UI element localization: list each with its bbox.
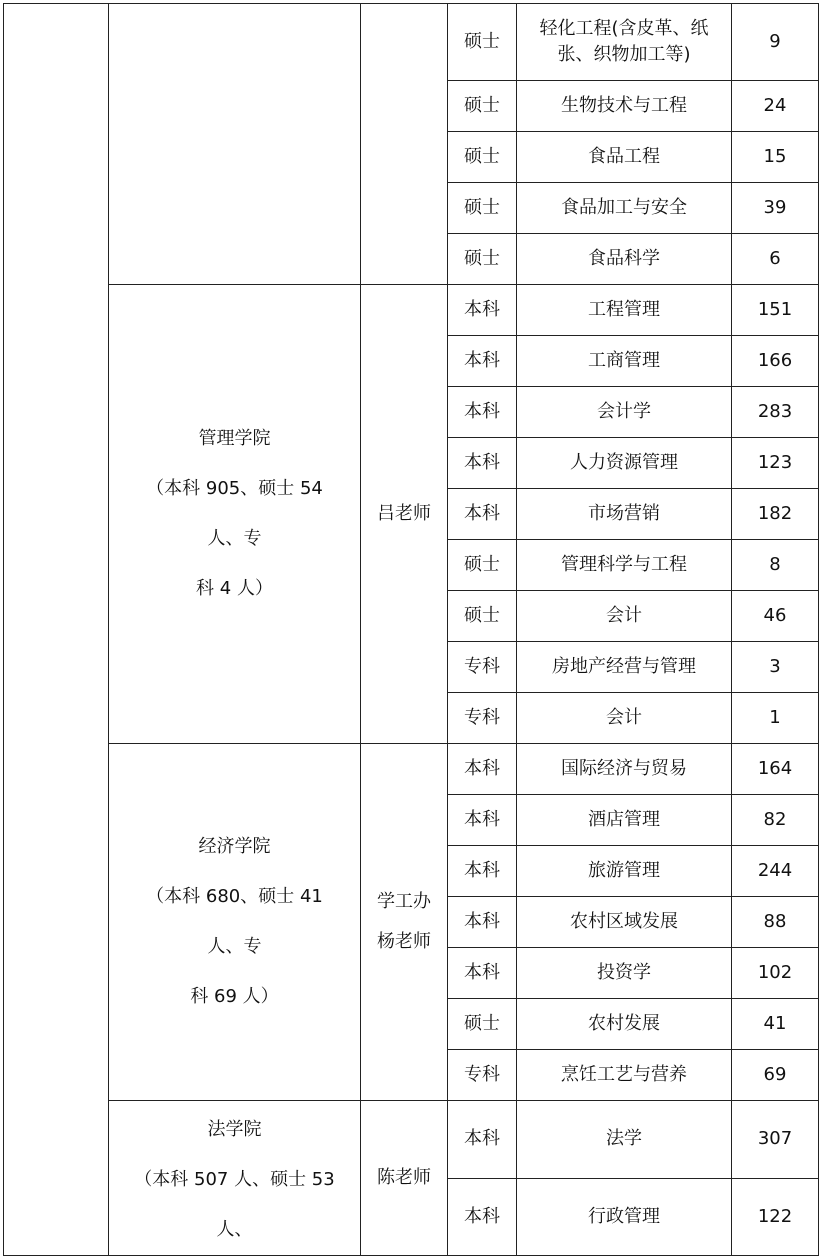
major-cell xyxy=(517,948,732,999)
degree-level-cell: 本科 xyxy=(448,897,517,948)
major-text-line: 旅游管理 xyxy=(588,860,660,881)
major-cell xyxy=(517,4,732,81)
degree-level-cell: 专科 xyxy=(448,642,517,693)
major-text-line: 农村发展 xyxy=(588,1013,660,1034)
student-count-cell: 164 xyxy=(732,744,819,795)
major-text-line: 行政管理 xyxy=(588,1205,660,1227)
degree-level-cell: 本科 xyxy=(448,948,517,999)
college-text-line: 管理学院 xyxy=(198,428,271,449)
major-text-line: 烹饪工艺与营养 xyxy=(561,1064,687,1085)
major-cell xyxy=(517,693,732,744)
major-text-line: 张、织物加工等) xyxy=(557,44,691,65)
degree-level-cell: 硕士 xyxy=(448,132,517,183)
student-count-cell: 166 xyxy=(732,336,819,387)
major-text-line: 生物技术与工程 xyxy=(561,95,687,116)
major-text-line: 轻化工程(含皮革、纸 xyxy=(539,18,709,39)
student-count-cell: 1 xyxy=(732,693,819,744)
degree-level-cell: 硕士 xyxy=(448,540,517,591)
teacher-text-line: 陈老师 xyxy=(377,1167,431,1188)
major-cell xyxy=(517,795,732,846)
student-count-cell: 102 xyxy=(732,948,819,999)
degree-level-cell: 专科 xyxy=(448,693,517,744)
major-text-line: 会计学 xyxy=(597,401,651,422)
table-row xyxy=(4,1101,819,1179)
enrollment-table xyxy=(3,3,819,1256)
student-count-cell: 39 xyxy=(732,183,819,234)
degree-level-cell: 硕士 xyxy=(448,234,517,285)
student-count-cell: 15 xyxy=(732,132,819,183)
major-cell xyxy=(517,846,732,897)
degree-level-cell: 硕士 xyxy=(448,183,517,234)
major-cell xyxy=(517,744,732,795)
degree-level-cell: 本科 xyxy=(448,846,517,897)
major-cell xyxy=(517,387,732,438)
major-cell xyxy=(517,132,732,183)
student-count-cell: 151 xyxy=(732,285,819,336)
degree-level-cell: 本科 xyxy=(448,1101,517,1179)
student-count-cell: 244 xyxy=(732,846,819,897)
major-cell xyxy=(517,999,732,1050)
degree-level-cell: 本科 xyxy=(448,744,517,795)
degree-level-cell: 硕士 xyxy=(448,81,517,132)
contact-teacher-cell xyxy=(361,744,448,1101)
college-cell xyxy=(109,1101,361,1256)
major-text-line: 会计 xyxy=(606,707,642,728)
college-text-line: 科 69 人） xyxy=(190,986,279,1007)
degree-level-cell: 本科 xyxy=(448,285,517,336)
major-cell xyxy=(517,642,732,693)
student-count-cell: 24 xyxy=(732,81,819,132)
contact-teacher-cell xyxy=(361,285,448,744)
student-count-cell: 6 xyxy=(732,234,819,285)
major-text-line: 会计 xyxy=(606,605,642,626)
major-cell xyxy=(517,1101,732,1179)
major-cell xyxy=(517,183,732,234)
degree-level-cell: 硕士 xyxy=(448,591,517,642)
category-column-cell xyxy=(4,4,109,1256)
college-text-line: 科 4 人） xyxy=(196,578,273,599)
major-cell xyxy=(517,591,732,642)
table-row xyxy=(4,744,819,795)
college-cell xyxy=(109,4,361,285)
teacher-text-line: 杨老师 xyxy=(377,931,431,952)
major-text-line: 食品科学 xyxy=(588,248,660,269)
college-cell xyxy=(109,744,361,1101)
degree-level-cell: 硕士 xyxy=(448,999,517,1050)
major-cell xyxy=(517,1050,732,1101)
degree-level-cell: 硕士 xyxy=(448,4,517,81)
major-text-line: 人力资源管理 xyxy=(570,452,678,473)
student-count-cell: 69 xyxy=(732,1050,819,1101)
table-row xyxy=(4,4,819,81)
student-count-cell: 41 xyxy=(732,999,819,1050)
teacher-text-line: 学工办 xyxy=(377,891,431,912)
major-text-line: 农村区域发展 xyxy=(570,911,678,932)
major-cell xyxy=(517,1178,732,1256)
contact-teacher-cell xyxy=(361,4,448,285)
table-body xyxy=(4,4,819,1256)
college-text-line: 经济学院 xyxy=(198,836,271,857)
degree-level-cell: 本科 xyxy=(448,336,517,387)
degree-level-cell: 本科 xyxy=(448,1178,517,1256)
major-text-line: 国际经济与贸易 xyxy=(561,758,687,779)
degree-level-cell: 本科 xyxy=(448,438,517,489)
major-text-line: 工程管理 xyxy=(588,299,660,320)
student-count-cell: 283 xyxy=(732,387,819,438)
major-cell xyxy=(517,285,732,336)
degree-level-cell: 本科 xyxy=(448,489,517,540)
major-cell xyxy=(517,489,732,540)
major-cell xyxy=(517,897,732,948)
college-text-line: 法学院 xyxy=(207,1119,262,1140)
teacher-text-line: 吕老师 xyxy=(377,503,431,524)
degree-level-cell: 专科 xyxy=(448,1050,517,1101)
student-count-cell: 8 xyxy=(732,540,819,591)
student-count-cell: 88 xyxy=(732,897,819,948)
student-count-cell: 307 xyxy=(732,1101,819,1179)
major-text-line: 食品加工与安全 xyxy=(561,197,687,218)
major-text-line: 管理科学与工程 xyxy=(561,554,687,575)
student-count-cell: 9 xyxy=(732,4,819,81)
student-count-cell: 123 xyxy=(732,438,819,489)
major-text-line: 法学 xyxy=(606,1128,642,1150)
contact-teacher-cell xyxy=(361,1101,448,1256)
major-text-line: 酒店管理 xyxy=(588,809,660,830)
major-text-line: 工商管理 xyxy=(588,350,660,371)
degree-level-cell: 本科 xyxy=(448,387,517,438)
student-count-cell: 182 xyxy=(732,489,819,540)
degree-level-cell: 本科 xyxy=(448,795,517,846)
table-row xyxy=(4,285,819,336)
major-cell xyxy=(517,438,732,489)
major-text-line: 食品工程 xyxy=(588,146,660,167)
student-count-cell: 82 xyxy=(732,795,819,846)
major-cell xyxy=(517,540,732,591)
college-cell xyxy=(109,285,361,744)
college-text-line: （本科 507 人、硕士 53 人、 xyxy=(134,1169,335,1240)
major-cell xyxy=(517,81,732,132)
major-text-line: 房地产经营与管理 xyxy=(552,656,696,677)
college-text-line: （本科 905、硕士 54 人、专 xyxy=(146,478,323,549)
student-count-cell: 46 xyxy=(732,591,819,642)
student-count-cell: 3 xyxy=(732,642,819,693)
college-text-line: （本科 680、硕士 41 人、专 xyxy=(146,886,323,957)
major-cell xyxy=(517,234,732,285)
student-count-cell: 122 xyxy=(732,1178,819,1256)
major-text-line: 市场营销 xyxy=(588,503,660,524)
major-cell xyxy=(517,336,732,387)
major-text-line: 投资学 xyxy=(597,962,651,983)
